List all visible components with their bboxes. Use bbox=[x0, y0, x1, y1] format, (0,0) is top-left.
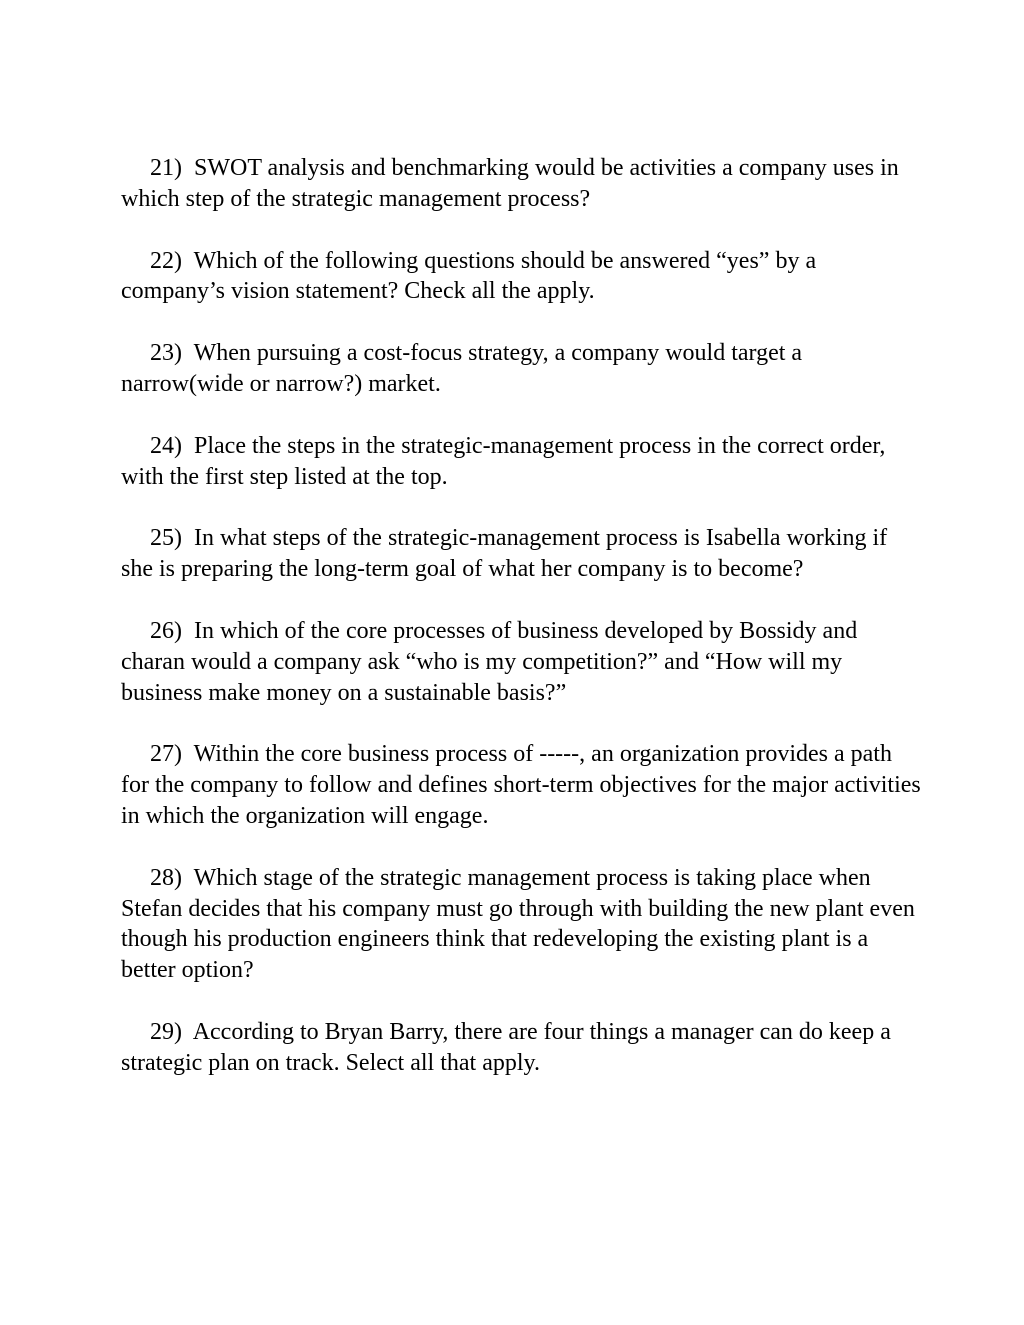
question-number: 23) bbox=[150, 340, 182, 367]
question-text: Which of the following questions should be answered “yes” by a company’s vision statement? Check all the apply. bbox=[121, 247, 817, 305]
question-text: Within the core business process of -----, an organization provides a path for the company to follow and defines short-term objectives for the major activities in which the organization will engage. bbox=[121, 741, 921, 829]
question-number: 29) bbox=[150, 1018, 182, 1045]
question-29 bbox=[121, 1017, 921, 1079]
question-text: In which of the core processes of business developed by Bossidy and charan would a company ask “who is my competition?” and “How will my business make money on a sustainable basis?” bbox=[121, 617, 858, 706]
question-number: 24) bbox=[150, 432, 182, 459]
question-number: 27) bbox=[150, 741, 182, 768]
question-23 bbox=[121, 338, 921, 400]
question-number: 28) bbox=[150, 864, 182, 891]
question-text: SWOT analysis and benchmarking would be activities a company uses in which step of the strategic management process? bbox=[121, 155, 899, 212]
question-22 bbox=[121, 246, 921, 308]
question-text: In what steps of the strategic-management process is Isabella working if she is preparing the long-term goal of what her company is to become? bbox=[121, 525, 888, 583]
question-text: When pursuing a cost-focus strategy, a company would target a narrow(wide or narrow?) market. bbox=[121, 340, 803, 397]
question-number: 22) bbox=[150, 247, 182, 274]
question-list bbox=[121, 153, 921, 1110]
question-26 bbox=[121, 616, 921, 708]
question-25 bbox=[121, 523, 921, 585]
question-text: Place the steps in the strategic-management process in the correct order, with the first step listed at the top. bbox=[121, 432, 886, 490]
question-number: 25) bbox=[150, 525, 182, 552]
question-text: Which stage of the strategic management process is taking place when Stefan decides that his company must go through with building the new plant even though his production engineers think that redeveloping the existing plant is a better option? bbox=[121, 864, 915, 984]
question-text: According to Bryan Barry, there are four things a manager can do keep a strategic plan on track. Select all that apply. bbox=[121, 1018, 891, 1076]
question-21 bbox=[121, 153, 921, 215]
question-28 bbox=[121, 863, 921, 986]
question-24 bbox=[121, 431, 921, 493]
question-27 bbox=[121, 739, 921, 831]
question-number: 21) bbox=[150, 155, 182, 181]
question-number: 26) bbox=[150, 617, 182, 644]
